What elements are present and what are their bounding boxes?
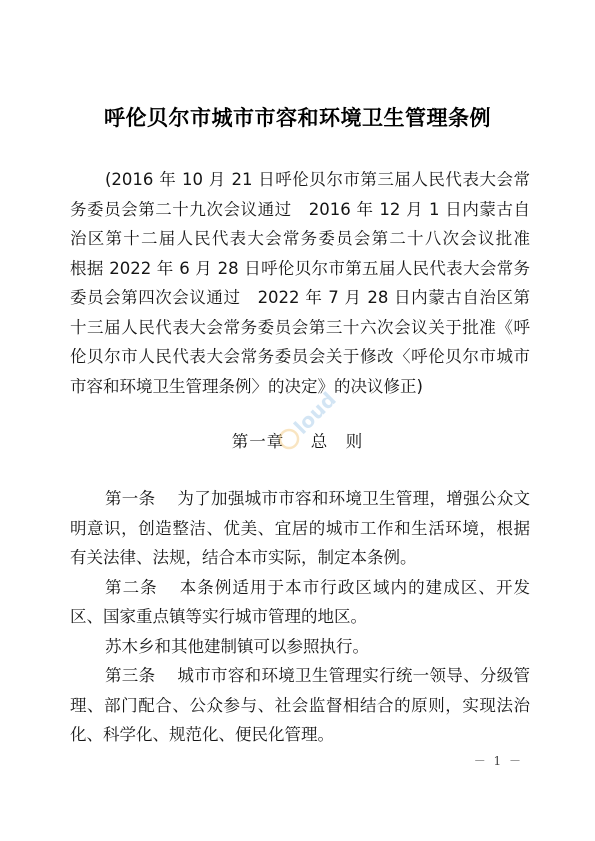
article-2 [70, 573, 530, 632]
chapter-name: 总 则 [310, 432, 364, 451]
chapter-number: 第一章 [231, 432, 285, 451]
svg-text:loud: loud [289, 387, 341, 439]
article-1 [70, 484, 530, 573]
document-title: 呼伦贝尔市城市市容和环境卫生管理条例 [104, 105, 491, 130]
article-text: 苏木乡和其他建制镇可以参照执行。 [105, 636, 369, 656]
article-text: 本条例适用于本市行政区域内的建成区、开发区、国家重点镇等实行城市管理的地区。 [70, 577, 531, 626]
article-text: 为了加强城市市容和环境卫生管理，增强公众文明意识，创造整洁、优美、宜居的城市工作和生活环境，根据有关法律、法规，结合本市实际，制定本条例。 [70, 489, 531, 567]
article-3 [70, 661, 530, 750]
article-text: 城市市容和环境卫生管理实行统一领导、分级管理、部门配合、公众参与、社会监督相结合的原则，实现法治化、科学化、规范化、便民化管理。 [70, 666, 531, 744]
article-number: 第三条 [105, 666, 156, 685]
article-2-paragraph-2 [70, 632, 530, 662]
preamble-note: (2016 年 10 月 21 日呼伦贝尔市第三届人民代表大会常务委员会第二十九次会议通过 2016 年 12 月 1 日内蒙古自治区第十二届人民代表大会常务委员会第二十八次会议批准 根据 2022 年 6 月 28 日呼伦贝尔市第五届人民代表大会常务委员会第四次会议通过 2022 年 7 月 28 日内蒙古自治区第十三届人民代表大会常务委员会第三十六次会议关于批准《呼伦贝尔市人民代表大会常务委员会关于修改〈呼伦贝尔市城市市容和环境卫生管理条例〉的决定》的决议修正) [70, 170, 547, 396]
article-number: 第二条 [105, 577, 158, 597]
articles-section [70, 484, 530, 750]
page-number: － 1 － [473, 754, 523, 768]
article-number: 第一条 [105, 489, 156, 508]
